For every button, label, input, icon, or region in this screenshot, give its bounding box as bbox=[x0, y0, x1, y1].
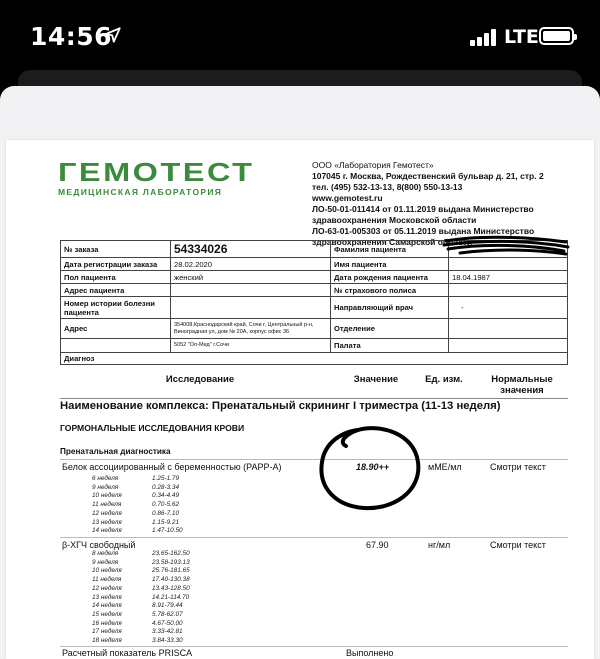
test-norm: Смотри текст bbox=[490, 540, 546, 550]
week-range: 17 неделя 3.33-42.81 bbox=[92, 628, 183, 636]
birth-date-value: 18.04.1987 bbox=[449, 271, 568, 284]
redaction-scribble bbox=[440, 233, 570, 265]
doctor-label: Направляющий врач bbox=[331, 297, 449, 319]
lab-info-line: здравоохранения Московской области bbox=[312, 215, 477, 225]
week-range: 18 неделя 3.84-33.30 bbox=[92, 637, 183, 645]
birth-date-label: Дата рождения пациента bbox=[331, 271, 449, 284]
sex-label: Пол пациента bbox=[61, 271, 171, 284]
order-number-label: № заказа bbox=[61, 241, 171, 258]
lab-info-line: здравоохранения Самарской области bbox=[312, 237, 473, 247]
header-value: Значение bbox=[353, 374, 399, 385]
week-range: 13 неделя 14.21-114.70 bbox=[92, 593, 190, 601]
test-value: Выполнено bbox=[346, 648, 394, 658]
status-bar bbox=[0, 0, 600, 70]
status-time: 14:56 bbox=[30, 22, 113, 51]
department-label: Отделение bbox=[331, 319, 449, 339]
week-range: 10 неделя 0.34-4.49 bbox=[92, 492, 180, 500]
week-range: 13 неделя 1.15-9.21 bbox=[92, 518, 180, 526]
header-normal: Нормальные значения bbox=[491, 374, 553, 396]
address-clinic: 5052 "Ол-Мед" г.Сочи bbox=[171, 339, 331, 353]
signal-bars-icon bbox=[470, 28, 498, 46]
insurance-label: № страхового полиса bbox=[331, 284, 449, 297]
sex-value: женский bbox=[171, 271, 331, 284]
week-range: 9 неделя 0.28-3.34 bbox=[92, 483, 180, 491]
gemotest-logo bbox=[58, 157, 255, 197]
test-value: 18.90++ bbox=[356, 462, 390, 472]
complex-title: Наименование комплекса: Пренатальный скрининг I триместра (11-13 неделя) bbox=[60, 400, 501, 412]
location-arrow-icon bbox=[104, 26, 122, 44]
header-study: Исследование bbox=[165, 374, 235, 385]
week-range: 10 неделя 25.76-181.65 bbox=[92, 567, 190, 575]
diagnosis-label: Диагноз bbox=[61, 353, 568, 365]
patient-address-label: Адрес пациента bbox=[61, 284, 171, 297]
test-name: Расчетный показатель PRISCA bbox=[62, 648, 193, 658]
test-value: 67.90 bbox=[366, 540, 389, 550]
test-name: β-ХГЧ свободный bbox=[62, 540, 136, 550]
lab-info-line: тел. (495) 532-13-13, 8(800) 550-13-13 bbox=[312, 182, 463, 192]
results-header bbox=[60, 370, 568, 398]
lab-info-line: ООО «Лаборатория Гемотест» bbox=[312, 160, 434, 170]
week-range: 14 неделя 1.47-10.50 bbox=[92, 527, 183, 535]
header-unit: Ед. изм. bbox=[425, 374, 463, 385]
network-type: LTE bbox=[504, 26, 539, 48]
test-unit: нг/мл bbox=[428, 540, 451, 550]
ward-label: Палата bbox=[331, 339, 449, 353]
week-range: 12 неделя 0.86-7.10 bbox=[92, 509, 180, 517]
doctor-value: - bbox=[449, 297, 568, 319]
test-name: Белок ассоциированный с беременностью (PAPP-A) bbox=[62, 462, 282, 472]
week-range: 9 неделя 23.58-193.13 bbox=[92, 558, 190, 566]
name-label: Имя пациента bbox=[331, 258, 449, 271]
reference-ranges bbox=[92, 475, 183, 536]
hand-drawn-circle bbox=[316, 422, 424, 514]
section-title: ГОРМОНАЛЬНЫЕ ИССЛЕДОВАНИЯ КРОВИ bbox=[60, 423, 245, 433]
week-range: 14 неделя 8.91-79.44 bbox=[92, 602, 183, 610]
subsection-title: Пренатальная диагностика bbox=[60, 447, 171, 456]
battery-icon bbox=[539, 27, 574, 45]
lab-info-line: ЛО-63-01-005303 от 05.11.2019 выдана Министерство bbox=[312, 226, 535, 236]
week-range: 16 неделя 4.67-50.00 bbox=[92, 619, 183, 627]
order-number-value: 54334026 bbox=[174, 242, 228, 256]
week-range: 6 неделя 1.25-1.79 bbox=[92, 475, 180, 482]
surname-label: Фамилия пациента bbox=[331, 241, 449, 258]
week-range: 15 неделя 5.78-62.07 bbox=[92, 610, 183, 618]
address-label: Адрес bbox=[61, 319, 171, 339]
address-value: 354008,Краснодарский край, Сочи г, Центральный р-н, Виноградная ул, дом № 20А, корпус офис 36 bbox=[171, 319, 331, 339]
reg-date-value: 28.02.2020 bbox=[171, 258, 331, 271]
logo-name: ГЕМОТЕСТ bbox=[58, 157, 255, 187]
week-range: 12 неделя 13.43-128.50 bbox=[92, 584, 190, 592]
logo-subtitle: МЕДИЦИНСКАЯ ЛАБОРАТОРИЯ bbox=[58, 187, 223, 197]
reference-ranges bbox=[92, 550, 190, 646]
lab-info-line: www.gemotest.ru bbox=[312, 193, 383, 203]
test-unit: мМЕ/мл bbox=[428, 462, 462, 472]
test-norm: Смотри текст bbox=[490, 462, 546, 472]
week-range: 11 неделя 17.40-130.38 bbox=[92, 576, 190, 584]
week-range: 8 неделя 23.65-162.50 bbox=[92, 550, 190, 557]
reg-date-label: Дата регистрации заказа bbox=[61, 258, 171, 271]
history-number-label: Номер истории болезни пациента bbox=[61, 297, 171, 319]
week-range: 11 неделя 0.70-5.62 bbox=[92, 501, 180, 509]
lab-info-line: ЛО-50-01-011414 от 01.11.2019 выдана Министерство bbox=[312, 204, 534, 214]
lab-info-line: 107045 г. Москва, Рождественский бульвар д. 21, стр. 2 bbox=[312, 171, 544, 181]
